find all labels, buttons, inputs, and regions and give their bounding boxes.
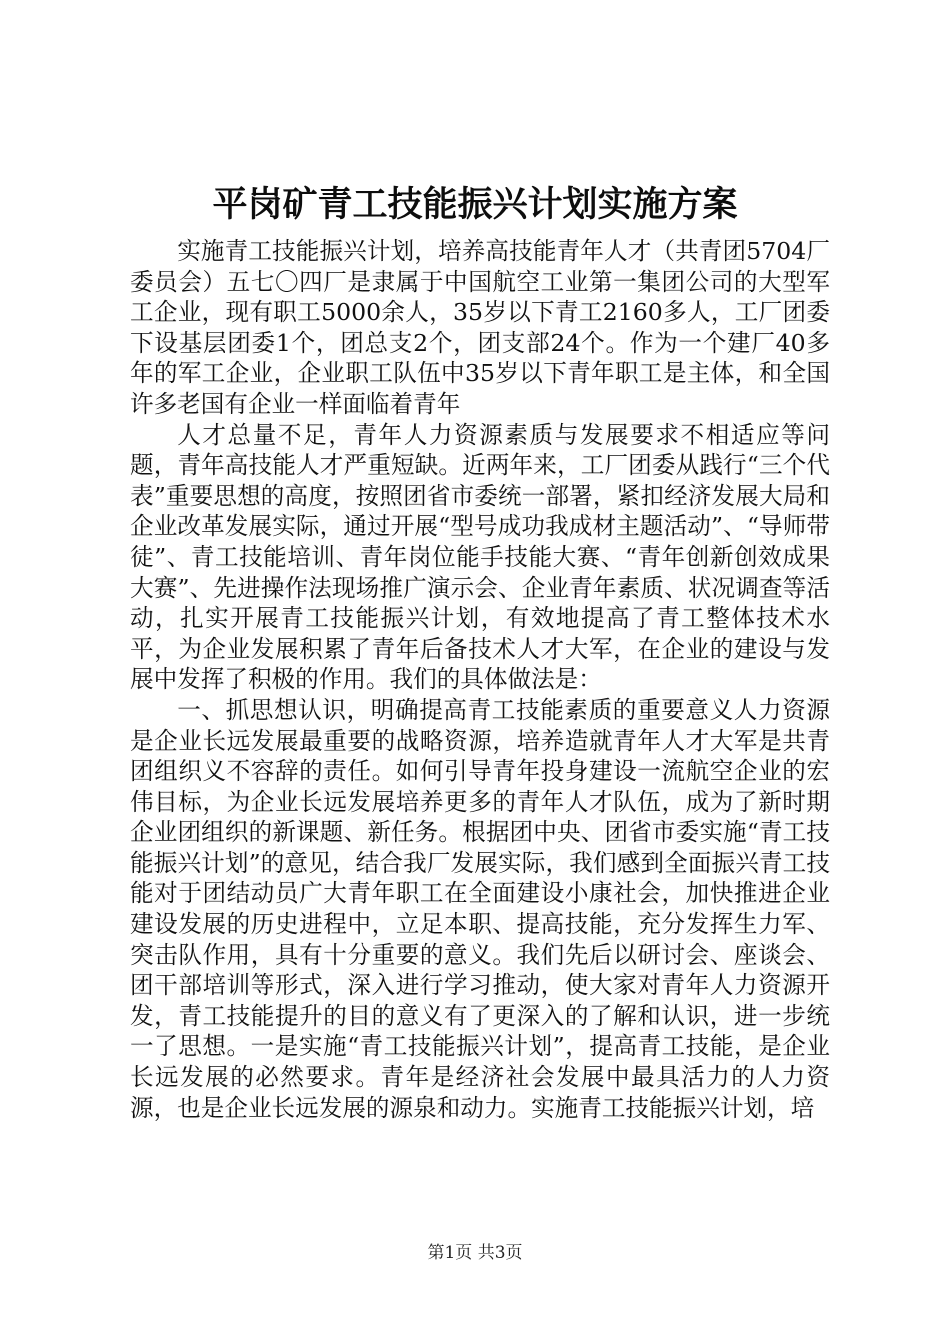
document-title: 平岗矿青工技能振兴计划实施方案 bbox=[212, 184, 738, 225]
paragraph-intro: 实施青工技能振兴计划，培养高技能青年人才（共青团5704厂委员会）五七〇四厂是隶属于中国航空工业第一集团公司的大型军工企业，现有职工5000余人，35岁以下青工2160多人，工厂团委下设基层团委1个，团总支2个，团支部24个。作为一个建厂40多年的军工企业，企业职工队伍中35岁以下青年职工是主体，和全国许多老国有企业一样面临着青年 bbox=[130, 237, 830, 418]
page-number-footer: 第1页 共3页 bbox=[427, 1243, 523, 1263]
document-body bbox=[130, 236, 830, 1123]
paragraph-section-one: 一、抓思想认识，明确提高青工技能素质的重要意义人力资源是企业长远发展最重要的战略资源，培养造就青年人才大军是共青团组织义不容辞的责任。如何引导青年投身建设一流航空企业的宏伟目标，为企业长远发展培养更多的青年人才队伍，成为了新时期企业团组织的新课题、新任务。根据团中央、团省市委实施“青工技能振兴计划”的意见，结合我厂发展实际，我们感到全面振兴青工技能对于团结动员广大青年职工在全面建设小康社会，加快推进企业建设发展的历史进程中，立足本职、提高技能，充分发挥生力军、突击队作用，具有十分重要的意义。我们先后以研讨会、座谈会、团干部培训等形式，深入进行学习推动，使大家对青年人力资源开发，青工技能提升的目的意义有了更深入的了解和认识，进一步统一了思想。一是实施“青工技能振兴计划”，提高青工技能，是企业长远发展的必然要求。青年是经济社会发展中最具活力的人力资源，也是企业长远发展的源泉和动力。实施青工技能振兴计划，培 bbox=[130, 695, 830, 1122]
paragraph-background: 人才总量不足，青年人力资源素质与发展要求不相适应等问题，青年高技能人才严重短缺。近两年来，工厂团委从践行“三个代表”重要思想的高度，按照团省市委统一部署，紧扣经济发展大局和企业改革发展实际，通过开展“型号成功我成材主题活动”、“导师带徒”、青工技能培训、青年岗位能手技能大赛、“青年创新创效成果大赛”、先进操作法现场推广演示会、企业青年素质、状况调查等活动，扎实开展青工技能振兴计划，有效地提高了青工整体技术水平，为企业发展积累了青年后备技术人才大军，在企业的建设与发展中发挥了积极的作用。我们的具体做法是： bbox=[130, 420, 830, 694]
